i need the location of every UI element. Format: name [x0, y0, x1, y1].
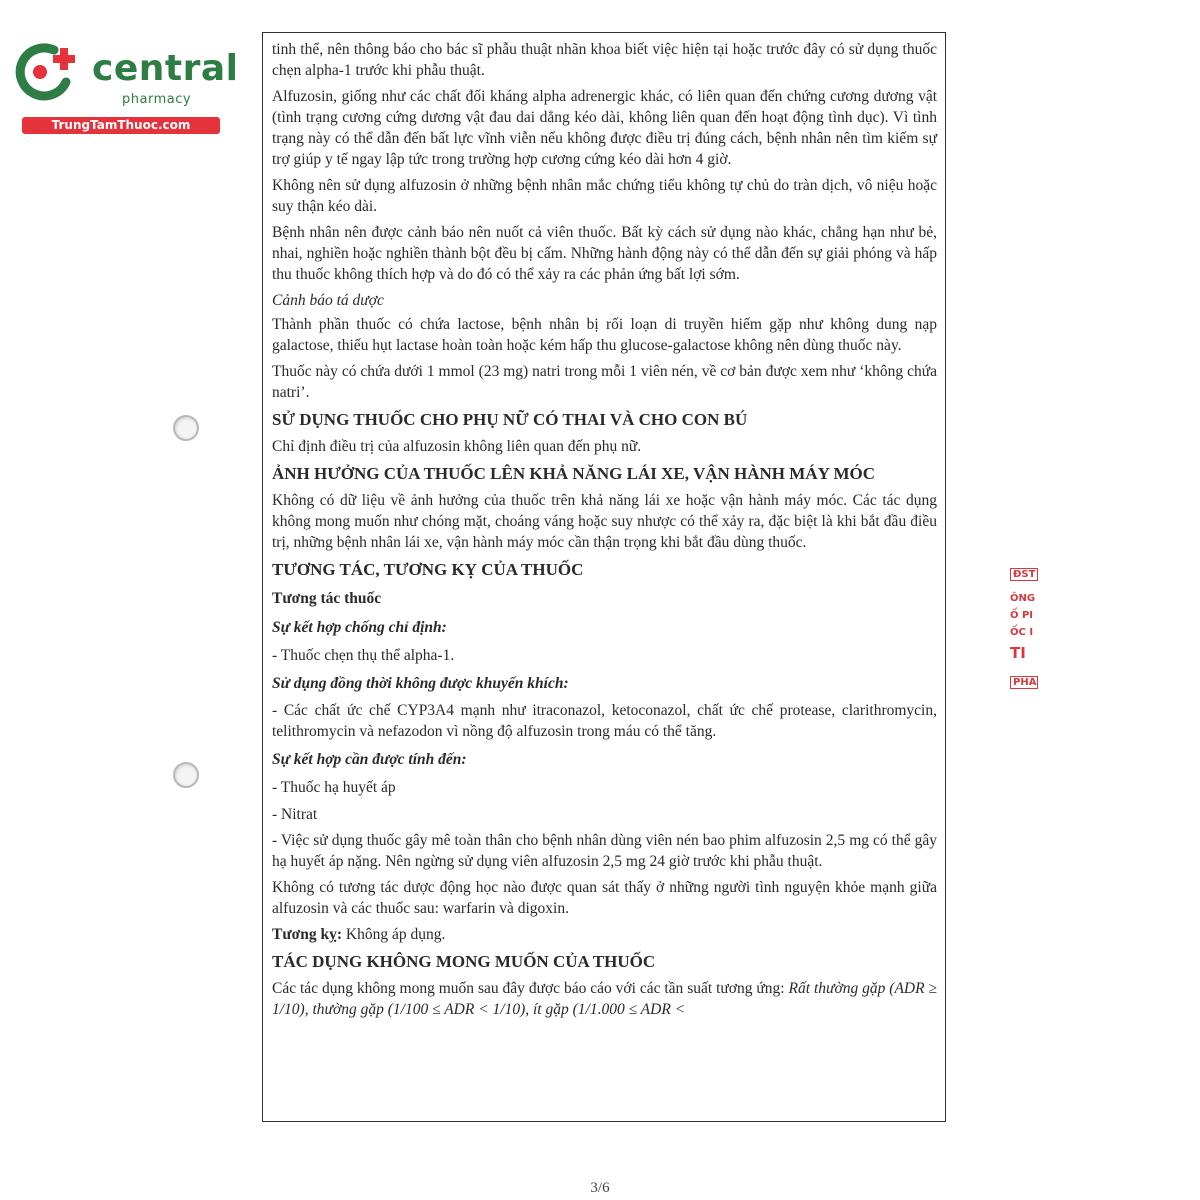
paragraph: Alfuzosin, giống như các chất đối kháng alpha adrenergic khác, có liên quan đến chứng cương dương vật (tình trạng cương cứng dương vật đau dai dẳng kéo dài, không liên quan đến hoạt động tình dục). Vì tình trạng này có thể dẫn đến bất lực vĩnh viễn nếu không được điều trị đúng cách, bệnh nhân nên tìm kiếm sự trợ giúp y tế ngay lập tức trong trường hợp cương cứng kéo dài hơn 4 giờ. [272, 88, 937, 168]
stamp-line: ỐC I [1010, 627, 1034, 638]
paragraph: Thuốc này có chứa dưới 1 mmol (23 mg) natri trong mỗi 1 viên nén, về cơ bản được xem như ‘không chứa natri’. [272, 363, 937, 401]
list-item: - Nitrat [272, 806, 318, 823]
stamp-line: ĐST [1010, 568, 1038, 581]
stamp-line: PHÁ [1010, 676, 1038, 689]
paragraph: Không nên sử dụng alfuzosin ở những bệnh nhân mắc chứng tiểu không tự chủ do tràn dịch, vô niệu hoặc suy thận kéo dài. [272, 177, 937, 215]
red-stamp-fragment [1010, 568, 1038, 689]
incompatibility-line [272, 924, 937, 945]
stamp-line: Ố PI [1010, 610, 1034, 621]
adr-frequencies: Rất thường gặp (ADR ≥ 1/10), thường gặp (1/100 ≤ ADR < 1/10), ít gặp (1/1.000 ≤ ADR < [272, 980, 937, 1018]
subheading-to-consider: Sự kết hợp cần được tính đến: [272, 751, 467, 768]
list-item: - Việc sử dụng thuốc gây mê toàn thân cho bệnh nhân dùng viên nén bao phim alfuzosin 2,5 mg có thể gây hạ huyết áp nặng. Nên ngừng sử dụng viên alfuzosin 2,5 mg 24 giờ trước khi phẫu thuật. [272, 832, 937, 870]
section-heading-interactions: TƯƠNG TÁC, TƯƠNG KỴ CỦA THUỐC [272, 560, 584, 579]
list-item: - Thuốc chẹn thụ thể alpha-1. [272, 647, 455, 664]
stamp-line: ÔNG [1010, 593, 1036, 604]
paragraph: Không có dữ liệu về ảnh hưởng của thuốc trên khả năng lái xe hoặc vận hành máy móc. Các tác dụng không mong muốn như chóng mặt, choáng váng hoặc suy nhược có thể xảy ra, đặc biệt là khi bắt đầu điều trị, những bệnh nhân lái xe, vận hành máy móc cần thận trọng khi bắt đầu dùng thuốc. [272, 492, 937, 551]
brand-site: TrungTamThuoc.com [22, 117, 220, 134]
paragraph: Thành phần thuốc có chứa lactose, bệnh nhân bị rối loạn di truyền hiếm gặp như không dung nạp galactose, thiếu hụt lactase hoàn toàn hoặc kém hấp thu glucose-galactose không nên dùng thuốc này. [272, 316, 937, 354]
paragraph [272, 978, 937, 1020]
incompatibility-label: Tương kỵ: [272, 926, 342, 943]
adr-intro: Các tác dụng không mong muốn sau đây được báo cáo với các tần suất tương ứng: [272, 980, 789, 997]
paragraph: tinh thể, nên thông báo cho bác sĩ phẫu thuật nhãn khoa biết việc hiện tại hoặc trước đây có sử dụng thuốc chẹn alpha-1 trước khi phẫu thuật. [272, 41, 937, 79]
list-item: - Thuốc hạ huyết áp [272, 779, 396, 796]
paragraph: Chỉ định điều trị của alfuzosin không liên quan đến phụ nữ. [272, 438, 642, 455]
subheading-not-recommended: Sử dụng đồng thời không được khuyến khích: [272, 675, 569, 692]
brand-logo [10, 34, 239, 136]
section-heading-driving: ẢNH HƯỞNG CỦA THUỐC LÊN KHẢ NĂNG LÁI XE, VẬN HÀNH MÁY MÓC [272, 464, 876, 483]
pharmacy-cross-icon [10, 38, 88, 102]
stamp-line: TI [1010, 644, 1026, 662]
page-number: 3/6 [590, 1180, 610, 1196]
document-page [262, 32, 946, 1122]
paragraph: Không có tương tác dược động học nào được quan sát thấy ở những người tình nguyện khỏe mạnh giữa alfuzosin và các thuốc sau: warfarin và digoxin. [272, 879, 937, 917]
punch-hole-top [173, 415, 199, 441]
subheading-contraindicated: Sự kết hợp chống chỉ định: [272, 619, 447, 636]
section-heading-pregnancy: SỬ DỤNG THUỐC CHO PHỤ NỮ CÓ THAI VÀ CHO CON BÚ [272, 410, 748, 429]
subheading-excipient-warning: Cảnh báo tá dược [272, 292, 384, 309]
brand-subtitle: pharmacy [122, 92, 192, 107]
list-item: - Các chất ức chế CYP3A4 mạnh như itraconazol, ketoconazol, chất ức chế protease, clarithromycin, telithromycin và nefazodon vì nồng độ alfuzosin trong máu có thể tăng. [272, 702, 937, 740]
brand-name: central [92, 48, 239, 89]
incompatibility-text: Không áp dụng. [342, 926, 446, 943]
subheading-drug-interactions: Tương tác thuốc [272, 590, 382, 607]
section-heading-adverse-effects: TÁC DỤNG KHÔNG MONG MUỐN CỦA THUỐC [272, 952, 656, 971]
punch-hole-bottom [173, 762, 199, 788]
paragraph: Bệnh nhân nên được cảnh báo nên nuốt cả viên thuốc. Bất kỳ cách sử dụng nào khác, chẳng hạn như bẻ, nhai, nghiền hoặc nghiền thành bột đều bị cấm. Những hành động này có thể dẫn đến sự giải phóng và hấp thu thuốc không thích hợp và do đó có thể xảy ra các phản ứng bất lợi sớm. [272, 224, 937, 283]
